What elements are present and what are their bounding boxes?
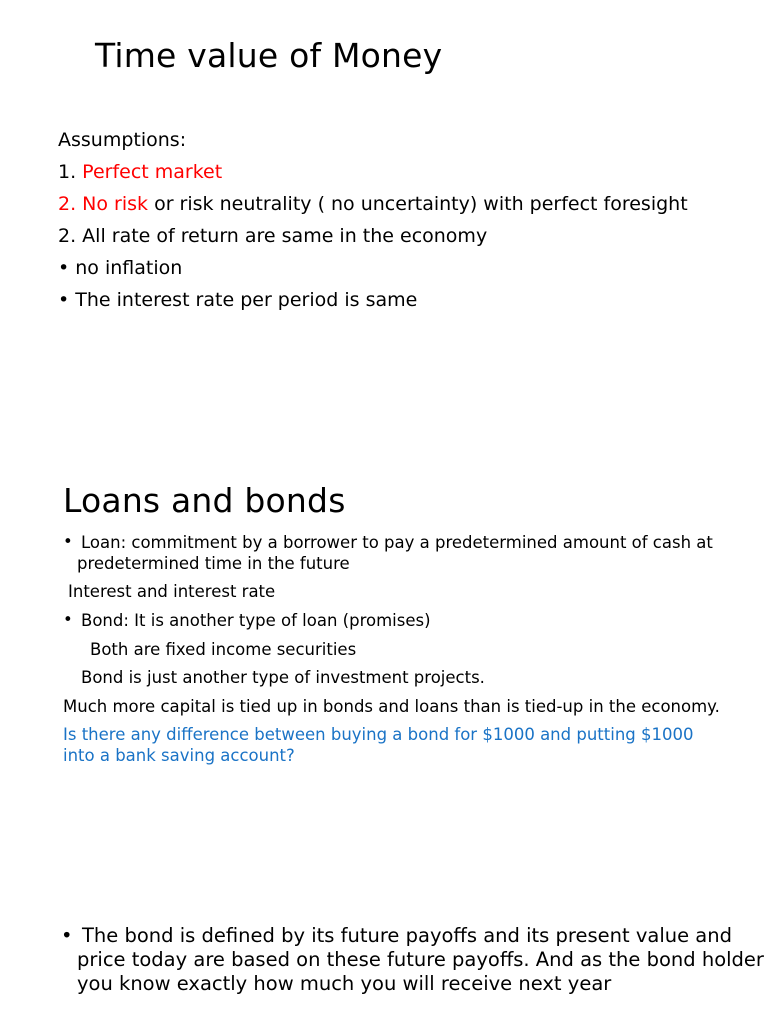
assumption-number: 1. — [58, 161, 83, 183]
assumption-item-interest-rate: • The interest rate per period is same — [58, 289, 418, 311]
assumption-highlight: Perfect market — [82, 161, 223, 183]
bullet-icon: • — [63, 532, 73, 551]
assumptions-heading: Assumptions: — [58, 129, 187, 151]
bond-payoff-line-3: you know exactly how much you will receive next year — [77, 972, 612, 995]
question-line-2: into a bank saving account? — [63, 746, 295, 765]
bullet-icon: • — [61, 924, 73, 947]
assumption-item-perfect-market — [58, 161, 222, 183]
loan-definition-line-1: Loan: commitment by a borrower to pay a predetermined amount of cash at — [81, 533, 713, 552]
fixed-income-line: Both are fixed income securities — [90, 640, 357, 659]
question-line-1: Is there any difference between buying a bond for $1000 and putting $1000 — [63, 725, 694, 744]
bond-definition-line: Bond: It is another type of loan (promises) — [81, 611, 431, 630]
assumption-item-no-risk — [58, 193, 688, 215]
assumption-highlight: 2. No risk — [58, 193, 149, 215]
slide-2-title: Loans and bonds — [63, 481, 346, 520]
assumption-item-no-inflation: • no inflation — [58, 257, 183, 279]
bond-payoff-line-1: The bond is defined by its future payoffs and its present value and — [82, 924, 732, 947]
bond-payoff-line-2: price today are based on these future payoffs. And as the bond holder — [77, 948, 764, 971]
bullet-icon: • — [63, 610, 73, 629]
assumption-text: or risk neutrality ( no uncertainty) with perfect foresight — [148, 193, 688, 215]
assumption-item-rate-of-return: 2. All rate of return are same in the economy — [58, 225, 488, 247]
investment-projects-line: Bond is just another type of investment projects. — [81, 668, 485, 687]
capital-line: Much more capital is tied up in bonds and loans than is tied-up in the economy. — [63, 697, 720, 716]
interest-line: Interest and interest rate — [68, 582, 276, 601]
loan-definition-line-2: predetermined time in the future — [77, 554, 350, 573]
slide-1-title: Time value of Money — [95, 36, 443, 75]
